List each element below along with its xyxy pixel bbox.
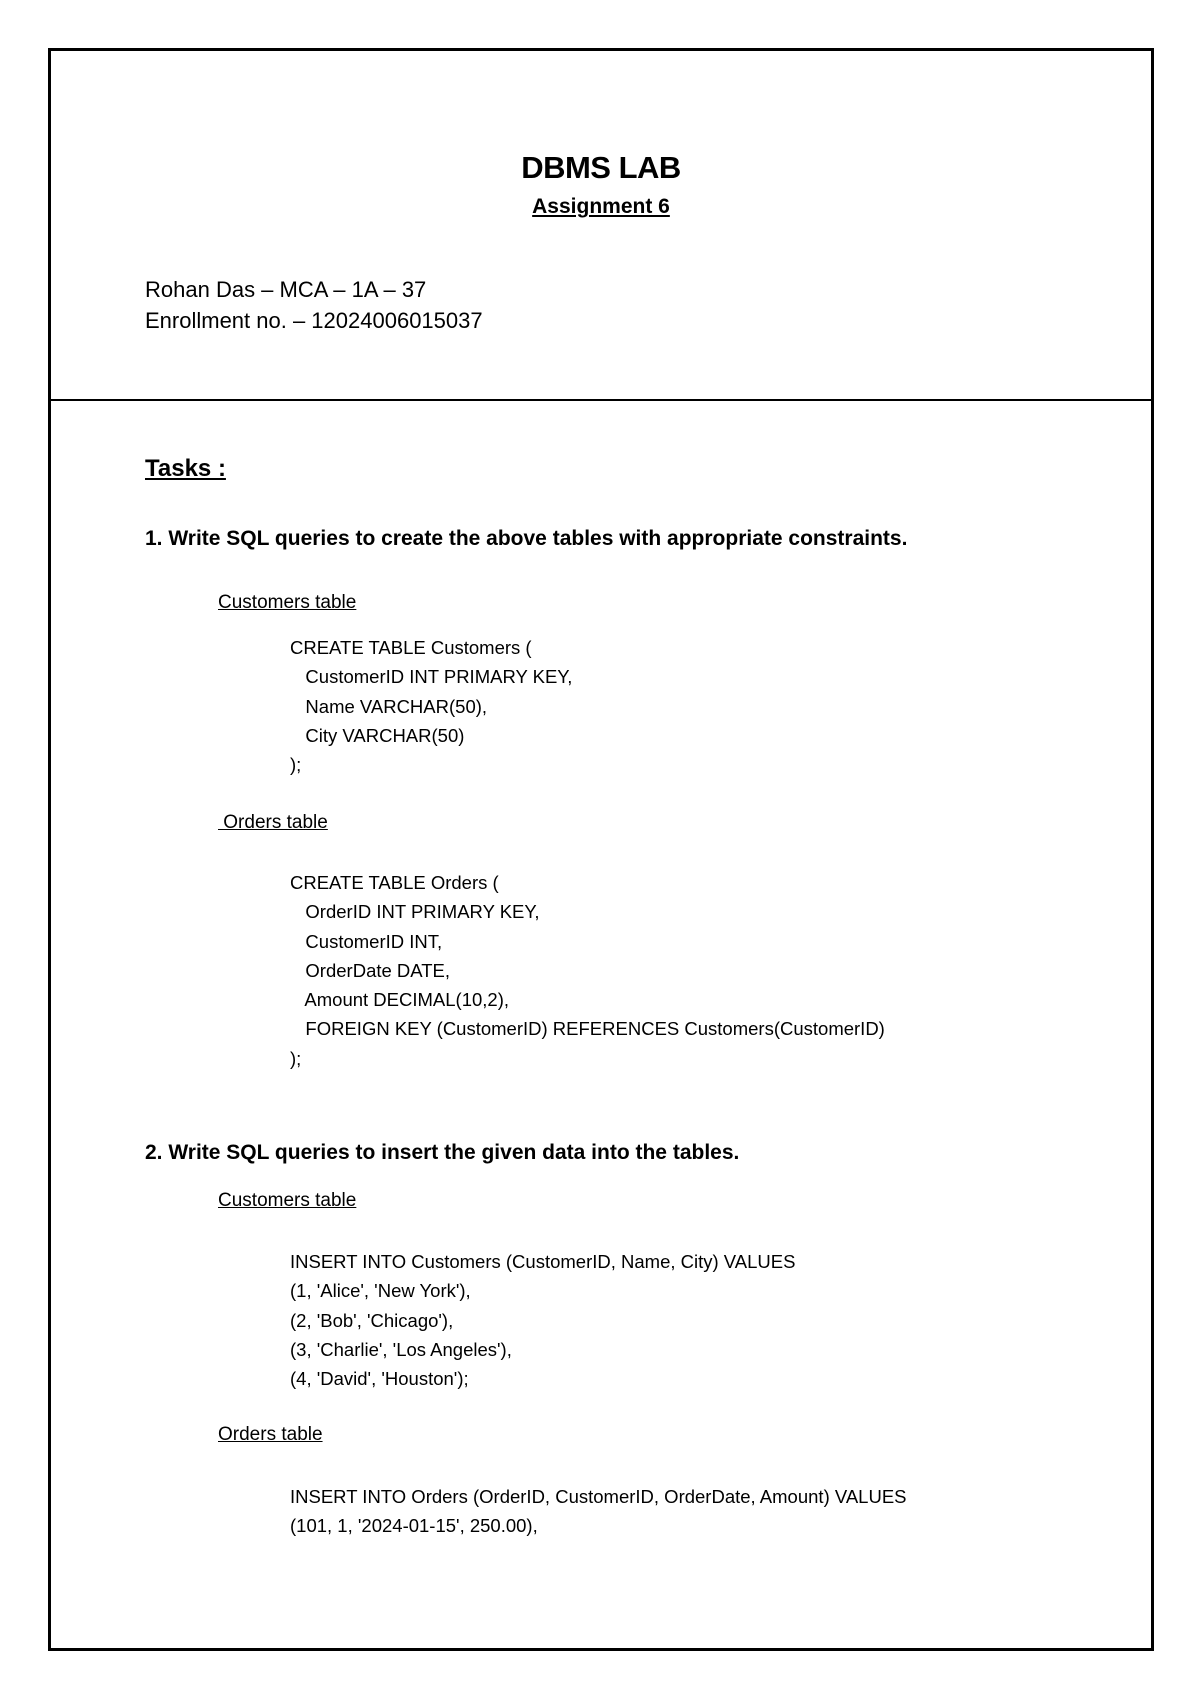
task-2-customers-code: INSERT INTO Customers (CustomerID, Name, City) VALUES (1, 'Alice', 'New York'), (2, 'Bob', 'Chicago'), (3, 'Charlie', 'Los Angeles'), (4, 'David', 'Houston'); — [290, 1251, 796, 1390]
enrollment-info: Enrollment no. – 12024006015037 — [145, 308, 483, 333]
task-1-question: 1. Write SQL queries to create the above tables with appropriate constraints. — [145, 527, 908, 550]
task-2-question: 2. Write SQL queries to insert the given data into the tables. — [145, 1141, 740, 1164]
task-1-orders-code: CREATE TABLE Orders ( OrderID INT PRIMARY KEY, CustomerID INT, OrderDate DATE, Amount DECIMAL(10,2), FOREIGN KEY (CustomerID) REFERENCES Customers(CustomerID) ); — [290, 872, 885, 1069]
header-divider — [48, 399, 1154, 401]
task-2-orders-label: Orders table — [218, 1424, 323, 1445]
document-title: DBMS LAB — [521, 150, 681, 185]
assignment-subtitle: Assignment 6 — [532, 195, 670, 218]
task-1-orders-label: Orders table — [218, 812, 328, 833]
task-1-customers-label: Customers table — [218, 592, 357, 613]
task-1-customers-code: CREATE TABLE Customers ( CustomerID INT PRIMARY KEY, Name VARCHAR(50), City VARCHAR(50) ); — [290, 637, 573, 776]
student-info: Rohan Das – MCA – 1A – 37 — [145, 277, 427, 302]
tasks-heading: Tasks : — [145, 455, 226, 482]
task-2-customers-label: Customers table — [218, 1190, 357, 1211]
task-2-orders-code: INSERT INTO Orders (OrderID, CustomerID, OrderDate, Amount) VALUES (101, 1, '2024-01-15', 250.00), — [290, 1486, 907, 1537]
